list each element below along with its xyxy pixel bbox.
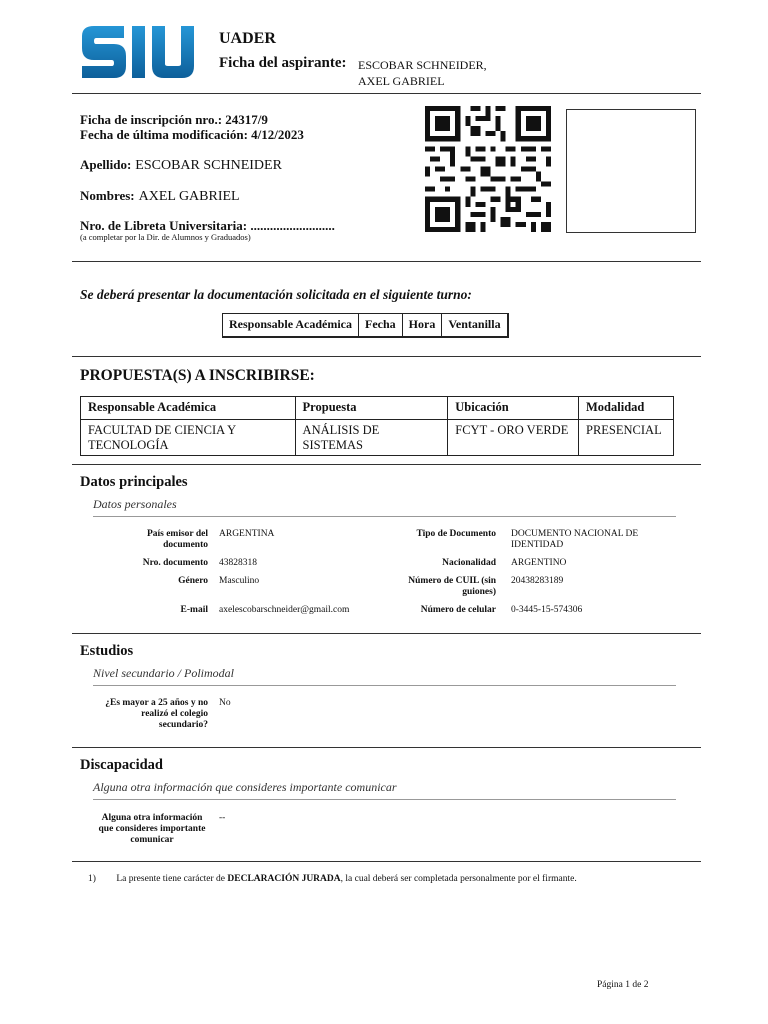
turno-header-cell: Hora (402, 314, 442, 338)
divider (72, 861, 701, 862)
propuestas-cell: FCYT - ORO VERDE (448, 420, 579, 456)
propuestas-header-cell: Ubicación (448, 397, 579, 420)
nacionalidad-label: Nacionalidad (442, 558, 496, 568)
note-suffix: , la cual deberá ser completada personalmente por el firmante. (340, 874, 577, 884)
email-label: E-mail (180, 605, 208, 615)
datos-personales-subtitle: Datos personales (93, 497, 177, 511)
table-row (81, 420, 674, 456)
ficha-aspirante-name-line2: AXEL GABRIEL (358, 74, 445, 88)
divider (93, 516, 676, 517)
turno-header-cell: Ventanilla (442, 314, 508, 338)
propuestas-cell: PRESENCIAL (579, 420, 674, 456)
nombres-row (80, 187, 240, 205)
tipo-documento-label: Tipo de Documento (416, 529, 496, 539)
nacionalidad-value: ARGENTINO (511, 558, 567, 568)
table-row (223, 314, 508, 338)
page-number: Página 1 de 2 (597, 980, 649, 990)
propuestas-cell: FACULTAD DE CIENCIA Y TECNOLOGÍA (81, 420, 296, 456)
pais-value: ARGENTINA (219, 529, 275, 539)
libreta-note: (a completar por la Dir. de Alumnos y Graduados) (80, 232, 251, 242)
pais-label: País emisor del documento (146, 529, 208, 550)
libreta-value: .......................... (250, 218, 335, 233)
divider (72, 356, 701, 357)
inscripcion-row (80, 112, 268, 128)
mayor-25-value: No (219, 698, 231, 708)
nombres-value: AXEL GABRIEL (138, 189, 240, 204)
inscripcion-label: Ficha de inscripción nro.: (80, 112, 223, 127)
apellido-row (80, 156, 282, 174)
institution-name: UADER (219, 30, 276, 47)
inscripcion-value: 24317/9 (225, 112, 268, 127)
turno-table (222, 313, 509, 338)
table-row (81, 397, 674, 420)
celular-value: 0-3445-15-574306 (511, 605, 583, 615)
divider (72, 261, 701, 262)
divider (72, 93, 701, 94)
apellido-value: ESCOBAR SCHNEIDER (135, 158, 282, 173)
nro-documento-label: Nro. documento (142, 558, 208, 568)
divider (72, 747, 701, 748)
turno-header-cell: Responsable Académica (223, 314, 359, 338)
libreta-label: Nro. de Libreta Universitaria: (80, 218, 248, 233)
datos-principales-title: Datos principales (80, 474, 188, 490)
email-value: axelescobarschneider@gmail.com (219, 605, 350, 615)
turno-header-cell: Fecha (359, 314, 403, 338)
propuestas-title: PROPUESTA(S) A INSCRIBIRSE: (80, 367, 315, 384)
tipo-documento-value: DOCUMENTO NACIONAL DE IDENTIDAD (511, 529, 639, 550)
nro-documento-value: 43828318 (219, 558, 257, 568)
estudios-subtitle: Nivel secundario / Polimodal (93, 666, 234, 680)
propuestas-header-cell: Modalidad (579, 397, 674, 420)
modificacion-value: 4/12/2023 (251, 127, 304, 142)
genero-value: Masculino (219, 576, 260, 586)
qr-code-icon (423, 106, 553, 232)
declaracion-note (88, 874, 577, 884)
genero-label: Género (178, 576, 208, 586)
cuil-value: 20438283189 (511, 576, 564, 586)
divider (93, 799, 676, 800)
otra-informacion-value: -- (219, 813, 226, 823)
propuestas-table (80, 396, 674, 456)
nombres-label: Nombres: (80, 188, 135, 203)
celular-label: Número de celular (420, 605, 496, 615)
divider (93, 685, 676, 686)
discapacidad-subtitle: Alguna otra información que consideres importante comunicar (93, 780, 397, 794)
cuil-label: Número de CUIL (sin guiones) (408, 576, 496, 597)
mayor-25-label: ¿Es mayor a 25 años y no realizó el colegio secundario? (105, 698, 208, 730)
modificacion-label: Fecha de última modificación: (80, 127, 248, 142)
apellido-label: Apellido: (80, 157, 132, 172)
note-bold: DECLARACIÓN JURADA (227, 874, 341, 884)
photo-box (566, 109, 696, 233)
propuestas-cell: ANÁLISIS DE SISTEMAS (295, 420, 448, 456)
modificacion-row (80, 127, 304, 143)
ficha-aspirante-label: Ficha del aspirante: (219, 55, 347, 71)
propuestas-header-cell: Responsable Académica (81, 397, 296, 420)
otra-informacion-label: Alguna otra información que consideres importante comunicar (98, 813, 206, 845)
estudios-title: Estudios (80, 643, 134, 659)
turno-title: Se deberá presentar la documentación solicitada en el siguiente turno: (80, 287, 472, 302)
note-number: 1) (88, 874, 96, 884)
siu-logo (80, 24, 196, 80)
note-prefix: La presente tiene carácter de (116, 874, 226, 884)
divider (72, 633, 701, 634)
divider (72, 464, 701, 465)
propuestas-header-cell: Propuesta (295, 397, 448, 420)
discapacidad-title: Discapacidad (80, 757, 163, 773)
ficha-aspirante-name-line1: ESCOBAR SCHNEIDER, (358, 58, 487, 72)
